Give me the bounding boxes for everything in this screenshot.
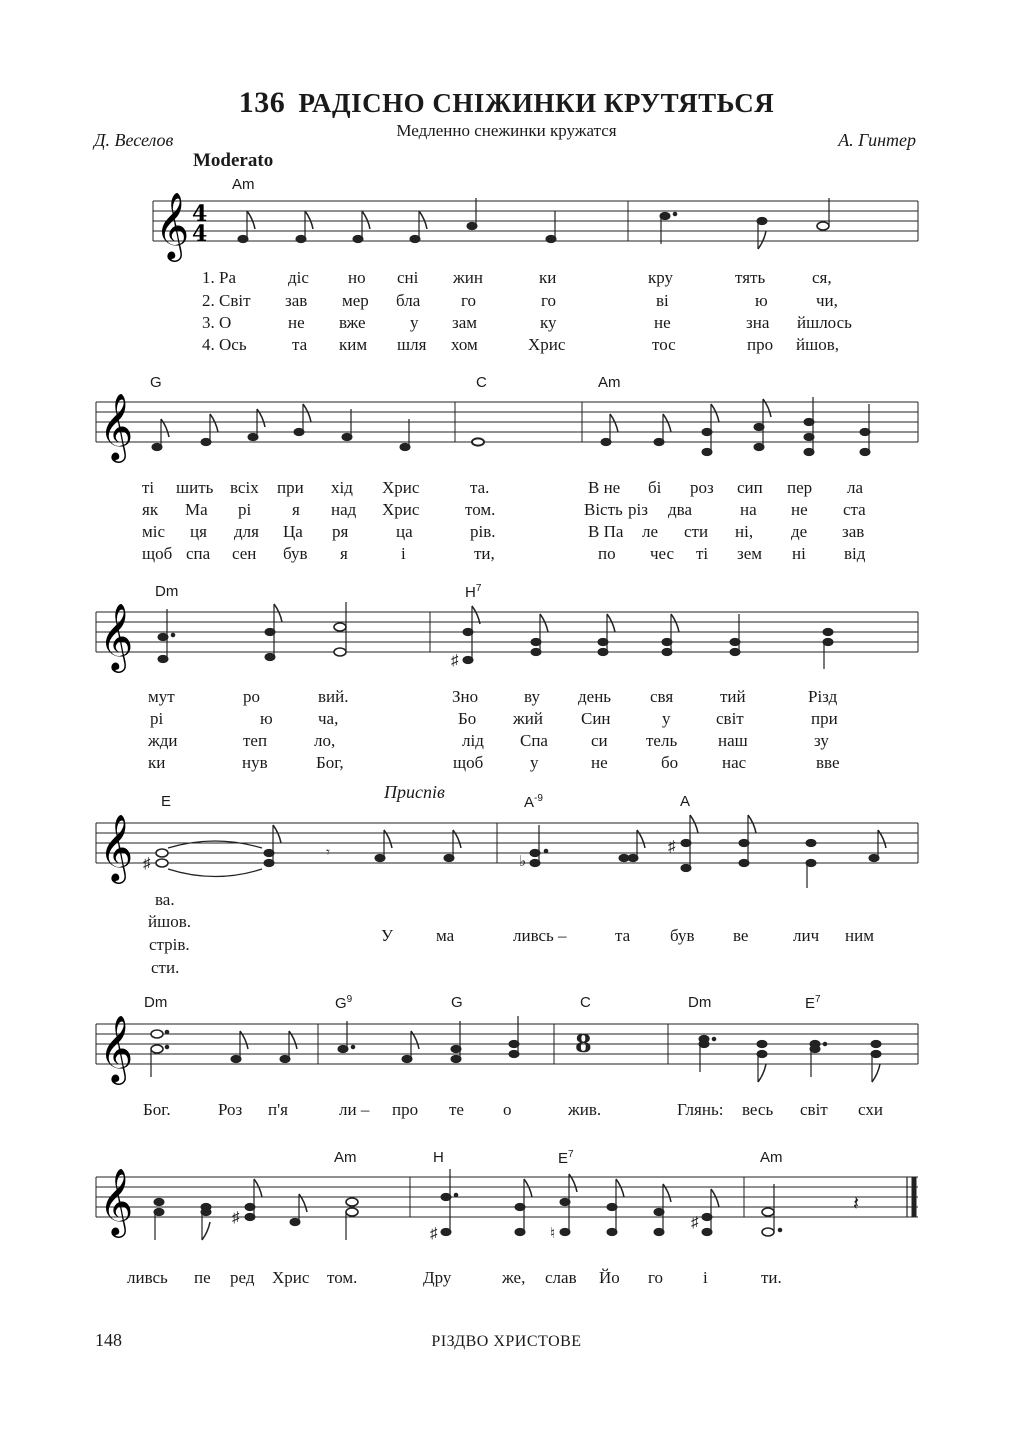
lyric-syllable: діс bbox=[288, 268, 309, 287]
lyric-syllable: та bbox=[292, 335, 308, 354]
chord-symbol: Am bbox=[334, 1149, 357, 1166]
lyric-syllable: ти. bbox=[761, 1268, 782, 1287]
lyric-syllable: як bbox=[142, 500, 159, 519]
lyric-syllable: жий bbox=[513, 709, 543, 728]
lyric-syllable: жин bbox=[453, 268, 483, 287]
lyric-syllable: на bbox=[740, 500, 757, 519]
chord-root: E bbox=[805, 995, 816, 1012]
lyric-syllable: Хрис bbox=[272, 1268, 310, 1287]
lyric-syllable: про bbox=[392, 1100, 419, 1119]
lyric-syllable: я bbox=[340, 544, 348, 563]
song-number: 136 bbox=[238, 86, 286, 119]
lyric-syllable: йшлось bbox=[797, 313, 852, 332]
lyric-syllable: Бог, bbox=[316, 753, 344, 772]
lyric-syllable: спа bbox=[186, 544, 211, 563]
lyric-syllable: вий. bbox=[318, 687, 349, 706]
notes bbox=[154, 1169, 859, 1242]
lyric-syllable: рів. bbox=[470, 522, 496, 541]
song-title-text: РАДІСНО СНІЖИНКИ КРУТЯТЬСЯ bbox=[298, 88, 775, 118]
lyric-syllable: ки bbox=[539, 268, 557, 287]
lyric-syllable: не bbox=[654, 313, 671, 332]
lyric-syllable: різ bbox=[628, 500, 648, 519]
lyric-syllable: Глянь: bbox=[677, 1100, 724, 1119]
chord-extension: 9 bbox=[346, 994, 353, 1005]
lyric-syllable: йшов. bbox=[148, 912, 191, 931]
lyric-syllable: зна bbox=[746, 313, 770, 332]
lyric-syllable: свя bbox=[650, 687, 674, 706]
lyric-syllable: не bbox=[591, 753, 608, 772]
lyric-syllable: тель bbox=[646, 731, 678, 750]
lyric-syllable: ті bbox=[696, 544, 709, 563]
lyric-syllable: жив. bbox=[568, 1100, 602, 1119]
lyric-syllable: го bbox=[648, 1268, 664, 1287]
lyric-syllable: ця bbox=[190, 522, 207, 541]
lyric-syllable: по bbox=[598, 544, 616, 563]
lyric-syllable: всіх bbox=[230, 478, 259, 497]
lyric-syllable: світ bbox=[716, 709, 744, 728]
chord-symbol: Dm bbox=[144, 994, 168, 1011]
lyric-syllable: схи bbox=[858, 1100, 883, 1119]
chord-root: E bbox=[558, 1150, 569, 1167]
lyric-syllable: Бог. bbox=[143, 1100, 171, 1119]
note bbox=[346, 1198, 358, 1206]
lyric-syllable: щоб bbox=[453, 753, 484, 772]
svg-text:♮: ♮ bbox=[550, 1226, 556, 1242]
lyric-syllable: міс bbox=[142, 522, 166, 541]
lyric-syllable: ла bbox=[847, 478, 864, 497]
lyric-syllable: Зно bbox=[452, 687, 479, 706]
lyric-syllable: про bbox=[747, 335, 774, 354]
lyric-syllable: зав bbox=[842, 522, 865, 541]
lyric-syllable: у bbox=[410, 313, 419, 332]
lyric-syllable: сти. bbox=[151, 958, 180, 977]
lyric-syllable: о bbox=[503, 1100, 512, 1119]
treble-clef-icon: 𝄞 bbox=[155, 191, 190, 259]
lyric-syllable: і bbox=[703, 1268, 708, 1287]
lyric-syllable: два bbox=[668, 500, 692, 519]
lyric-syllable: при bbox=[811, 709, 838, 728]
lyric-syllable: над bbox=[331, 500, 357, 519]
lyric-syllable: вве bbox=[816, 753, 840, 772]
lyric-syllable: бо bbox=[661, 753, 679, 772]
treble-clef-icon: 𝄞 bbox=[99, 813, 134, 881]
lyric-syllable: тять bbox=[735, 268, 766, 287]
refrain-label: Приспів bbox=[384, 782, 445, 802]
lyric-syllable: лич bbox=[793, 926, 820, 945]
svg-text:♯: ♯ bbox=[232, 1210, 240, 1226]
lyric-syllable: щоб bbox=[142, 544, 173, 563]
lyric-syllable: де bbox=[791, 522, 808, 541]
lyric-syllable: 3. О bbox=[202, 313, 232, 332]
lyric-syllable: ю bbox=[755, 291, 768, 310]
lyric-syllable: ца bbox=[396, 522, 413, 541]
lyric-syllable: но bbox=[348, 268, 366, 287]
lyric-syllable: вже bbox=[339, 313, 366, 332]
lyric-syllable: Ца bbox=[283, 522, 303, 541]
chord-extension: 7 bbox=[475, 583, 482, 594]
chord-root: A bbox=[524, 794, 535, 811]
lyric-syllable: ли – bbox=[339, 1100, 370, 1119]
lyric-syllable: зав bbox=[285, 291, 308, 310]
lyric-syllable: Вість bbox=[584, 500, 623, 519]
lyric-syllable: був bbox=[670, 926, 695, 945]
lyric-syllable: бла bbox=[396, 291, 421, 310]
lyric-syllable: був bbox=[283, 544, 308, 563]
lyric-syllable: у bbox=[530, 753, 539, 772]
lyric-syllable: 1. Ра bbox=[202, 268, 236, 287]
chord-symbol: A bbox=[680, 793, 691, 810]
staff-lines bbox=[96, 1177, 918, 1217]
lyric-syllable: Дру bbox=[423, 1268, 452, 1287]
lyric-syllable: ливсь bbox=[127, 1268, 168, 1287]
lyric-syllable: том. bbox=[465, 500, 496, 519]
lyric-syllable: сти bbox=[684, 522, 709, 541]
treble-clef-icon: 𝄞 bbox=[99, 1014, 134, 1082]
lyric-syllable: шля bbox=[397, 335, 427, 354]
lyric-syllable: ті bbox=[142, 478, 155, 497]
lyric-syllable: ву bbox=[524, 687, 540, 706]
time-signature-top: 4 bbox=[192, 201, 208, 227]
lyric-syllable: Хрис bbox=[382, 500, 420, 519]
lyric-syllable: та. bbox=[470, 478, 490, 497]
lyric-syllable: хід bbox=[331, 478, 353, 497]
lyric-syllable: хом bbox=[451, 335, 478, 354]
chord-symbol: C bbox=[476, 374, 487, 391]
lyric-syllable: мер bbox=[342, 291, 369, 310]
chord-symbol: Am bbox=[598, 374, 621, 391]
svg-text:♯: ♯ bbox=[691, 1215, 699, 1231]
lyric-syllable: ким bbox=[339, 335, 368, 354]
lyric-syllable: теп bbox=[243, 731, 268, 750]
lyric-syllable: зу bbox=[814, 731, 829, 750]
lyric-syllable: ле bbox=[642, 522, 659, 541]
lyric-syllable: В Па bbox=[588, 522, 624, 541]
lyric-syllable: пер bbox=[787, 478, 813, 497]
lyric-syllable: ве bbox=[733, 926, 749, 945]
lyric-syllable: п'я bbox=[268, 1100, 288, 1119]
lyric-syllable: ро bbox=[243, 687, 260, 706]
lyric-syllable: сні bbox=[397, 268, 419, 287]
lyric-syllable: слав bbox=[545, 1268, 577, 1287]
lyric-syllable: у bbox=[662, 709, 671, 728]
lyric-syllable: В не bbox=[588, 478, 621, 497]
lyric-syllable: для bbox=[234, 522, 259, 541]
lyric-syllable: бі bbox=[648, 478, 662, 497]
lyric-syllable: си bbox=[591, 731, 608, 750]
lyric-syllable: чес bbox=[650, 544, 675, 563]
lyric-syllable: йшов, bbox=[796, 335, 839, 354]
lyric-syllable: У bbox=[381, 926, 394, 945]
lyric-syllable: ні bbox=[792, 544, 806, 563]
tempo-marking: Moderato bbox=[193, 150, 274, 171]
lyric-syllable: го bbox=[461, 291, 477, 310]
lyric-syllable: весь bbox=[742, 1100, 774, 1119]
lyric-syllable: стрів. bbox=[149, 935, 190, 954]
lyric-syllable: ста bbox=[843, 500, 866, 519]
svg-text:♯: ♯ bbox=[451, 653, 459, 669]
lyric-syllable: не bbox=[791, 500, 808, 519]
lyric-syllable: те bbox=[449, 1100, 464, 1119]
lyric-syllable: ні, bbox=[735, 522, 754, 541]
lyric-syllable: день bbox=[578, 687, 612, 706]
chord-symbol: C bbox=[580, 994, 591, 1011]
chord-symbol: G bbox=[451, 994, 463, 1011]
lyric-syllable: наш bbox=[718, 731, 748, 750]
lyric-syllable: рі bbox=[238, 500, 252, 519]
chord-symbol: G bbox=[150, 374, 162, 391]
lyric-syllable: Бо bbox=[458, 709, 477, 728]
lyric-syllable: ва. bbox=[155, 890, 175, 909]
lyric-syllable: го bbox=[541, 291, 557, 310]
lyric-syllable: ві bbox=[656, 291, 669, 310]
chord-symbol: Dm bbox=[688, 994, 712, 1011]
lyric-syllable: та bbox=[615, 926, 631, 945]
svg-text:♯: ♯ bbox=[143, 856, 151, 872]
chord-symbol: Dm bbox=[155, 583, 179, 600]
lyric-syllable: мут bbox=[148, 687, 175, 706]
lyric-syllable: жди bbox=[148, 731, 178, 750]
page-number: 148 bbox=[95, 1330, 122, 1350]
composer: А. Гинтер bbox=[838, 130, 916, 150]
lyric-syllable: Хрис bbox=[382, 478, 420, 497]
treble-clef-icon: 𝄞 bbox=[99, 392, 134, 460]
lyricist: Д. Веселов bbox=[94, 130, 174, 150]
lyric-syllable: лід bbox=[462, 731, 484, 750]
quarter-rest-icon: 𝄽 bbox=[853, 1193, 860, 1215]
svg-text:♭: ♭ bbox=[519, 854, 527, 870]
lyric-syllable: чи, bbox=[816, 291, 838, 310]
lyric-syllable: роз bbox=[690, 478, 714, 497]
lyric-syllable: ма bbox=[436, 926, 455, 945]
svg-text:♯: ♯ bbox=[668, 839, 676, 855]
lyric-syllable: 2. Світ bbox=[202, 291, 251, 310]
treble-clef-icon: 𝄞 bbox=[99, 602, 134, 670]
lyric-syllable: шить bbox=[176, 478, 214, 497]
lyric-syllable: ча, bbox=[318, 709, 339, 728]
lyric-syllable: сен bbox=[232, 544, 257, 563]
note bbox=[762, 1208, 774, 1216]
chord-symbol: Am bbox=[760, 1149, 783, 1166]
lyric-syllable: ним bbox=[845, 926, 874, 945]
lyric-syllable: ки bbox=[148, 753, 166, 772]
chord-extension: 7 bbox=[815, 994, 821, 1005]
chord-symbol: E bbox=[161, 793, 172, 810]
lyric-syllable: рі bbox=[150, 709, 164, 728]
lyric-syllable: же, bbox=[502, 1268, 526, 1287]
treble-clef-icon: 𝄞 bbox=[99, 1167, 134, 1235]
lyric-syllable: ря bbox=[332, 522, 349, 541]
lyric-syllable: зам bbox=[452, 313, 478, 332]
lyric-syllable: тий bbox=[720, 687, 746, 706]
lyric-syllable: ку bbox=[540, 313, 557, 332]
lyric-syllable: Ма bbox=[185, 500, 208, 519]
lyric-syllable: Різд bbox=[808, 687, 838, 706]
lyric-syllable: тос bbox=[652, 335, 676, 354]
note bbox=[154, 1198, 164, 1205]
chord-symbol: Am bbox=[232, 176, 255, 193]
chord-extension: 7 bbox=[568, 1149, 574, 1160]
lyric-syllable: 4. Ось bbox=[202, 335, 247, 354]
chord-root: H bbox=[465, 584, 476, 601]
time-signature-bottom: 4 bbox=[192, 221, 208, 247]
lyric-syllable: Йо bbox=[599, 1268, 620, 1287]
lyric-syllable: Спа bbox=[520, 731, 548, 750]
chord-root: G bbox=[335, 995, 347, 1012]
song-subtitle: Медленно снежинки кружатся bbox=[396, 121, 617, 140]
lyric-syllable: ливсь – bbox=[513, 926, 567, 945]
lyric-syllable: від bbox=[844, 544, 866, 563]
lyric-syllable: сип bbox=[737, 478, 763, 497]
lyric-syllable: кру bbox=[648, 268, 674, 287]
measure-rest-number: 8 bbox=[575, 1029, 592, 1058]
section-footer: РІЗДВО ХРИСТОВЕ bbox=[431, 1333, 582, 1350]
lyric-syllable: том. bbox=[327, 1268, 358, 1287]
lyric-syllable: і bbox=[401, 544, 406, 563]
lyric-syllable: ло, bbox=[314, 731, 336, 750]
lyric-syllable: ю bbox=[260, 709, 273, 728]
lyric-syllable: нас bbox=[722, 753, 747, 772]
lyric-syllable: нув bbox=[242, 753, 268, 772]
lyric-syllable: при bbox=[277, 478, 304, 497]
lyric-syllable: ти, bbox=[474, 544, 495, 563]
lyric-syllable: не bbox=[288, 313, 305, 332]
chord-extension: -9 bbox=[534, 793, 543, 804]
lyric-syllable: пе bbox=[194, 1268, 211, 1287]
lyric-syllable: Хрис bbox=[528, 335, 566, 354]
lyric-syllable: зем bbox=[737, 544, 763, 563]
lyric-syllable: ред bbox=[230, 1268, 255, 1287]
lyric-syllable: Роз bbox=[218, 1100, 243, 1119]
svg-text:♯: ♯ bbox=[430, 1226, 438, 1242]
eighth-rest-icon: 𝄾 bbox=[326, 845, 330, 861]
lyric-syllable: світ bbox=[800, 1100, 828, 1119]
lyric-syllable: ся, bbox=[812, 268, 832, 287]
lyric-syllable: я bbox=[292, 500, 300, 519]
lyric-syllable: Син bbox=[581, 709, 611, 728]
chord-symbol: H bbox=[433, 1149, 444, 1166]
